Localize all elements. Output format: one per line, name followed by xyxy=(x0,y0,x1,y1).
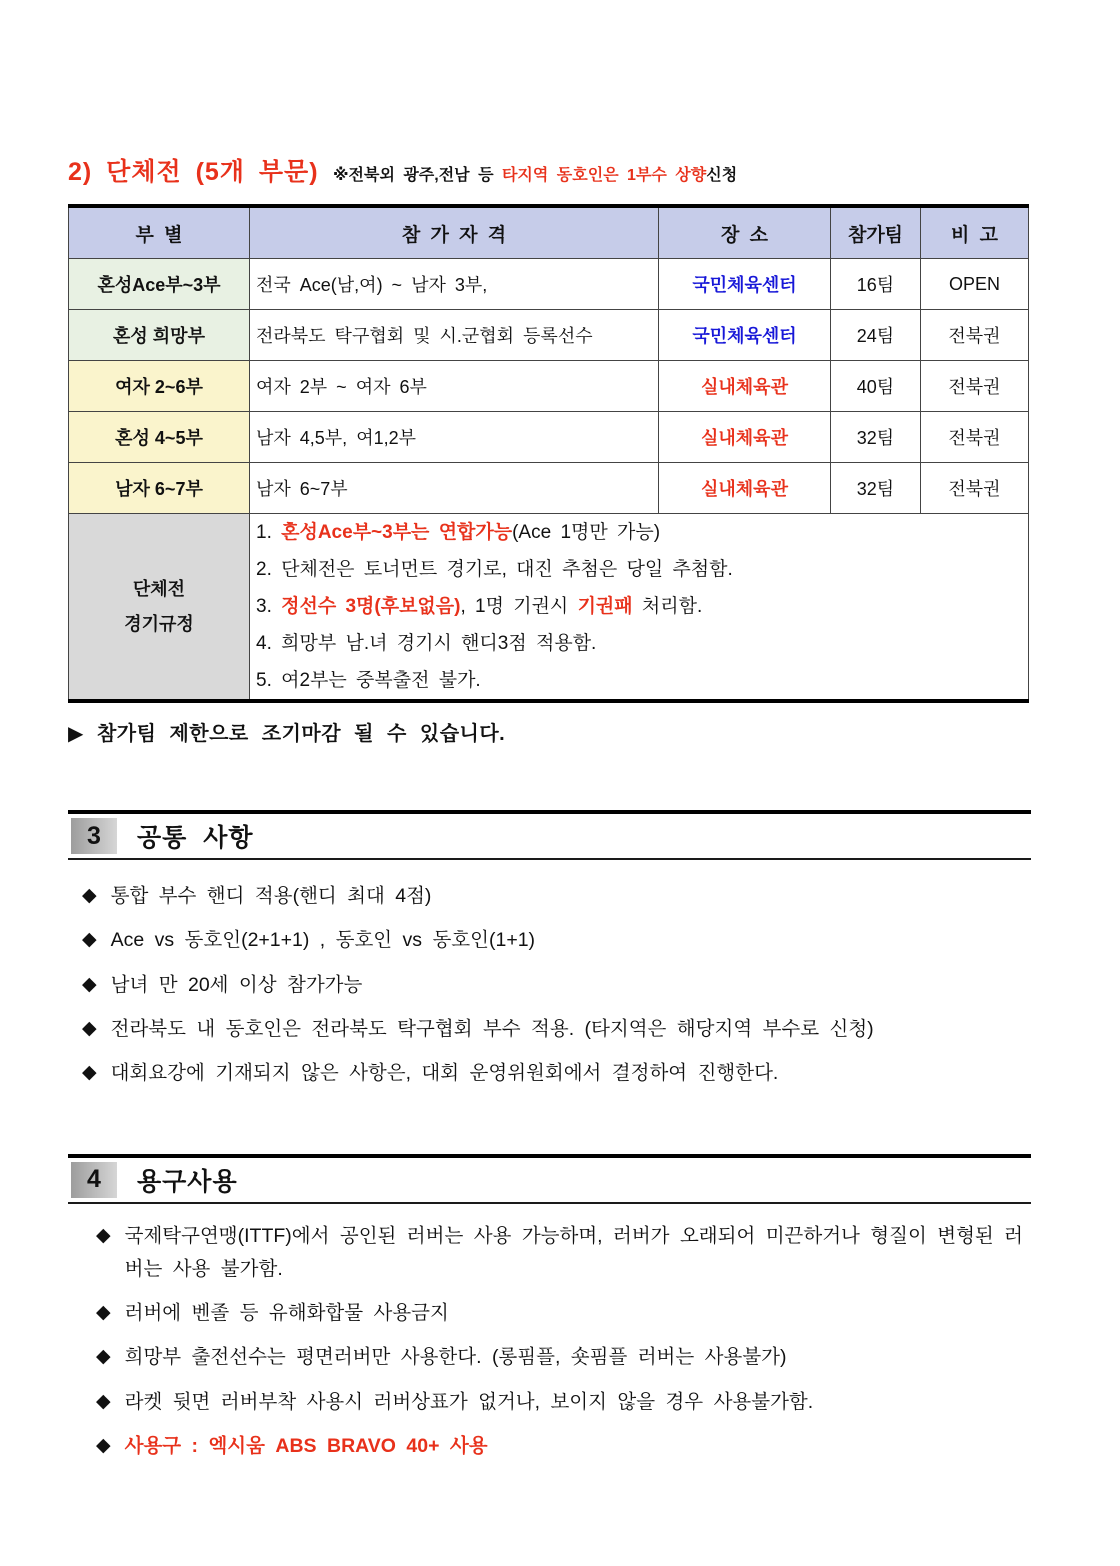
section-3 xyxy=(68,810,1052,1090)
section-title: 용구사용 xyxy=(137,1167,238,1196)
section-header xyxy=(68,810,1031,860)
bullet-item xyxy=(82,880,1052,913)
rule-segment-red: 정선수 3명(후보없음) xyxy=(281,596,461,618)
bullet-list xyxy=(82,1220,1052,1463)
early-close-notice: ▶ 참가팀 제한으로 조기마감 될 수 있습니다. xyxy=(68,723,506,746)
rule-segment-red: 혼성Ace부~3부는 연합가능 xyxy=(281,522,513,543)
rule-line xyxy=(256,588,1022,625)
teams-cell: 32팀 xyxy=(831,412,921,463)
table-row xyxy=(69,463,1029,514)
venue-cell: 실내체육관 xyxy=(659,412,831,463)
rule-segment: (Ace 1명만 가능) xyxy=(512,522,661,543)
bullet-text: 라켓 뒷면 러버부착 사용시 러버상표가 없거나, 보이지 않을 경우 사용불가함. xyxy=(124,1390,814,1413)
diamond-bullet-icon: ◆ xyxy=(96,1390,111,1412)
teams-cell: 24팀 xyxy=(831,310,921,361)
heading-note-prefix: ※전북외 광주,전남 등 xyxy=(332,167,502,184)
teams-cell: 40팀 xyxy=(831,361,921,412)
section-header xyxy=(68,1154,1031,1204)
diamond-bullet-icon: ◆ xyxy=(82,973,97,995)
bullet-item xyxy=(82,924,1052,957)
bullet-item xyxy=(96,1386,1052,1419)
bullet-text: 대회요강에 기재되지 않은 사항은, 대회 운영위원회에서 결정하여 진행한다. xyxy=(110,1061,779,1084)
rule-line xyxy=(256,514,1022,551)
rule-segment: 처리함. xyxy=(632,596,703,618)
bullet-text: 전라북도 내 동호인은 전라북도 탁구협회 부수 적용. (타지역은 해당지역 부수로 신청) xyxy=(110,1017,874,1040)
section-title: 공통 사항 xyxy=(137,824,254,853)
venue-cell: 실내체육관 xyxy=(659,361,831,412)
diamond-bullet-icon: ◆ xyxy=(96,1434,111,1456)
bullet-text: Ace vs 동호인(2+1+1) , 동호인 vs 동호인(1+1) xyxy=(110,929,536,952)
rules-label-cell xyxy=(69,514,250,702)
venue-cell: 국민체육센터 xyxy=(659,310,831,361)
table-row xyxy=(69,259,1029,310)
rule-line xyxy=(256,551,1022,588)
bullet-text: 러버에 벤졸 등 유해화합물 사용금지 xyxy=(124,1302,449,1325)
column-header: 부 별 xyxy=(69,206,250,259)
division-table xyxy=(68,204,1029,703)
eligibility-cell: 남자 4,5부, 여1,2부 xyxy=(250,412,659,463)
rules-text-cell xyxy=(250,514,1029,702)
bullet-item xyxy=(82,1057,1052,1090)
bullet-item xyxy=(96,1297,1052,1330)
note-cell: 전북권 xyxy=(921,310,1029,361)
rules-label-line: 경기규정 xyxy=(124,613,194,634)
section-number-box: 3 xyxy=(71,818,117,854)
division-cell: 남자 6~7부 xyxy=(69,463,250,514)
bullet-item xyxy=(96,1341,1052,1374)
rule-segment: 5. 여2부는 중복출전 불가. xyxy=(256,670,481,692)
rule-segment-red: 기권패 xyxy=(577,596,633,618)
section-4 xyxy=(68,1154,1052,1463)
rule-segment: 2. 단체전은 토너먼트 경기로, 대진 추첨은 당일 추첨함. xyxy=(256,559,733,581)
diamond-bullet-icon: ◆ xyxy=(82,1017,97,1039)
eligibility-cell: 전국 Ace(남,여) ~ 남자 3부, xyxy=(250,259,659,310)
rule-segment: , 1명 기권시 xyxy=(460,596,578,618)
division-cell: 여자 2~6부 xyxy=(69,361,250,412)
table-row xyxy=(69,310,1029,361)
table-row xyxy=(69,361,1029,412)
section-number-box: 4 xyxy=(71,1162,117,1198)
diamond-bullet-icon: ◆ xyxy=(96,1346,111,1368)
note-cell: 전북권 xyxy=(921,463,1029,514)
note-cell: OPEN xyxy=(921,259,1029,310)
table-header-row xyxy=(69,206,1029,259)
rule-segment: 1. xyxy=(256,522,282,543)
column-header: 참 가 자 격 xyxy=(250,206,659,259)
division-cell: 혼성 희망부 xyxy=(69,310,250,361)
note-cell: 전북권 xyxy=(921,412,1029,463)
rule-segment: 4. 희망부 남.녀 경기시 핸디3점 적용함. xyxy=(256,633,597,655)
column-header: 장 소 xyxy=(659,206,831,259)
diamond-bullet-icon: ◆ xyxy=(82,885,97,907)
note-cell: 전북권 xyxy=(921,361,1029,412)
bullet-text: 사용구 : 엑시움 ABS BRAVO 40+ 사용 xyxy=(124,1434,488,1457)
bullet-item xyxy=(96,1430,1052,1463)
table-row xyxy=(69,412,1029,463)
rules-label-line: 단체전 xyxy=(132,579,186,600)
bullet-text: 희망부 출전선수는 평면러버만 사용한다. (롱핌플, 숏핌플 러버는 사용불가) xyxy=(124,1346,787,1369)
section2-heading xyxy=(68,152,1052,188)
diamond-bullet-icon: ◆ xyxy=(96,1302,111,1324)
column-header: 비 고 xyxy=(921,206,1029,259)
venue-cell: 실내체육관 xyxy=(659,463,831,514)
bullet-item xyxy=(82,969,1052,1002)
diamond-bullet-icon: ◆ xyxy=(82,929,97,951)
rule-line xyxy=(256,662,1022,699)
heading-note xyxy=(333,167,737,184)
division-cell: 혼성Ace부~3부 xyxy=(69,259,250,310)
bullet-item xyxy=(82,1013,1052,1046)
teams-cell: 32팀 xyxy=(831,463,921,514)
column-header: 참가팀 xyxy=(831,206,921,259)
heading-note-red: 타지역 동호인은 1부수 상향 xyxy=(501,167,707,184)
division-cell: 혼성 4~5부 xyxy=(69,412,250,463)
bullet-list xyxy=(68,880,1052,1090)
diamond-bullet-icon: ◆ xyxy=(96,1224,111,1246)
venue-cell: 국민체육센터 xyxy=(659,259,831,310)
diamond-bullet-icon: ◆ xyxy=(82,1061,97,1083)
bullet-item xyxy=(96,1220,1052,1286)
eligibility-cell: 남자 6~7부 xyxy=(250,463,659,514)
heading-title: 2) 단체전 (5개 부문) xyxy=(68,158,319,186)
eligibility-cell: 전라북도 탁구협회 및 시.군협회 등록선수 xyxy=(250,310,659,361)
bullet-text: 남녀 만 20세 이상 참가가능 xyxy=(110,973,363,996)
rule-line xyxy=(256,625,1022,662)
teams-cell: 16팀 xyxy=(831,259,921,310)
rule-segment: 3. xyxy=(256,596,282,618)
bullet-text: 통합 부수 핸디 적용(핸디 최대 4점) xyxy=(110,885,432,908)
rules-row xyxy=(69,514,1029,702)
bullet-text: 국제탁구연맹(ITTF)에서 공인된 러버는 사용 가능하며, 러버가 오래되어 미끈하거나 형질이 변형된 러버는 사용 불가함. xyxy=(124,1224,1024,1281)
eligibility-cell: 여자 2부 ~ 여자 6부 xyxy=(250,361,659,412)
heading-note-suffix: 신청 xyxy=(706,167,738,184)
